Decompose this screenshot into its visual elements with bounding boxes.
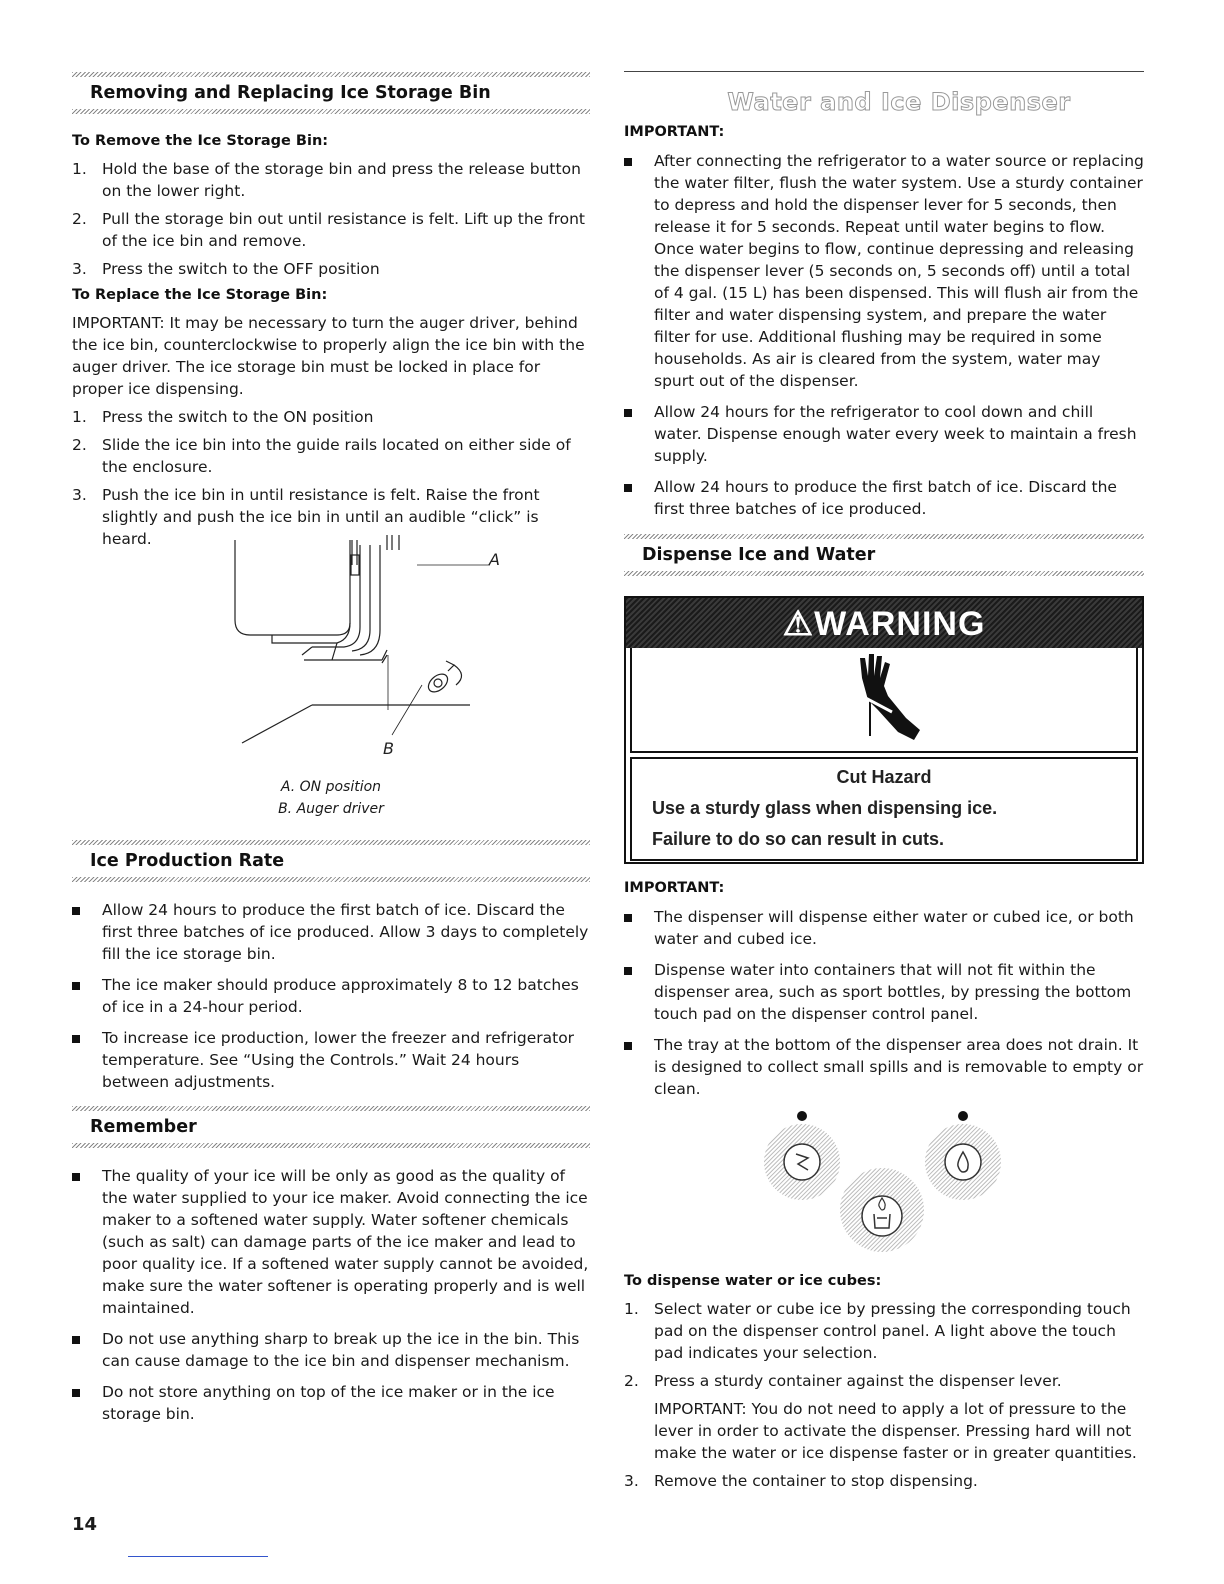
dispense-bullets <box>624 906 1144 1100</box>
dispense-heading: To dispense water or ice cubes: <box>624 1273 882 1289</box>
list-item: The tray at the bottom of the dispenser area does not drain. It is designed to collect small spills and is removable to empty or clean. <box>624 1034 1144 1100</box>
figure-caption <box>72 776 590 820</box>
divider <box>72 877 590 882</box>
warning-line-1: Use a sturdy glass when dispensing ice. <box>652 798 998 818</box>
section-ice-production <box>72 840 590 882</box>
list-item: After connecting the refrigerator to a water source or replacing the water filter, flush the water system. Use a sturdy container to depress and hold the dispenser lever for 5 seconds, then release it for 5 seconds. Repeat until water begins to flow. Once water begins to flow, continue depressing and releasing the dispenser lever (5 seconds on, 5 seconds off) until a total of 4 gal. (15 L) has been dispensed. This will flush air from the filter and water dispensing system, and prepare the water filter for use. Additional flushing may be required in some households. As air is cleared from the system, water may spurt out of the dispenser. <box>624 150 1144 392</box>
step-important-note: IMPORTANT: You do not need to apply a lot of pressure to the lever in order to activate the dispenser. Pressing hard will not make the water or ice dispense faster or in greater quantities. <box>654 1400 1137 1462</box>
list-item: Allow 24 hours to produce the first batch of ice. Discard the first three batches of ice produced. <box>624 476 1144 520</box>
section-title: Removing and Replacing Ice Storage Bin <box>90 83 491 103</box>
list-item: 3. Press the switch to the OFF position <box>72 260 380 278</box>
divider <box>72 1106 590 1111</box>
ice-bin-illustration <box>232 535 522 765</box>
dispenser-bullets <box>624 150 1144 520</box>
list-item: 2. Slide the ice bin into the guide rails located on either side of the enclosure. <box>72 436 571 476</box>
footer-line <box>128 1556 268 1557</box>
warning-box <box>624 596 1144 864</box>
list-item: Allow 24 hours to produce the first batch of ice. Discard the first three batches of ice produced. Allow 3 days to completely fill the ice storage bin. <box>72 899 590 965</box>
important-label-2: IMPORTANT: <box>624 880 725 896</box>
caption-b: B. Auger driver <box>278 801 384 817</box>
list-item: To increase ice production, lower the freezer and refrigerator temperature. See “Using the Controls.” Wait 24 hours between adjustments. <box>72 1027 590 1093</box>
list-item: 2. Press a sturdy container against the dispenser lever. IMPORTANT: You do not need to apply a lot of pressure to the lever in order to activate the dispenser. Pressing hard will not make the water or ice dispense faster or in greater quantities. <box>624 1370 1144 1464</box>
divider <box>624 571 1144 576</box>
top-rule <box>624 71 1144 72</box>
warning-icon-area <box>630 648 1138 753</box>
dispense-instructions <box>624 1270 1144 1492</box>
remember-bullets <box>72 1165 590 1425</box>
important-note: IMPORTANT: It may be necessary to turn the auger driver, behind the ice bin, counterclockwise to properly align the ice bin with the auger driver. The ice storage bin must be locked in place for proper ice dispensing. <box>72 314 585 398</box>
section-title: Ice Production Rate <box>90 851 285 871</box>
list-item: Allow 24 hours for the refrigerator to cool down and chill water. Dispense enough water every week to maintain a fresh supply. <box>624 401 1144 467</box>
remove-heading: To Remove the Ice Storage Bin: <box>72 133 329 149</box>
section-dispense <box>624 534 1144 576</box>
ice-bin-figure <box>232 535 522 765</box>
hand-cut-icon <box>832 648 932 748</box>
hazard-title: Cut Hazard <box>836 767 932 787</box>
list-item: 1. Select water or cube ice by pressing the corresponding touch pad on the dispenser control panel. A light above the touch pad indicates your selection. <box>624 1300 1131 1362</box>
list-item: Do not use anything sharp to break up the ice in the bin. This can cause damage to the ice bin and dispenser mechanism. <box>72 1328 590 1372</box>
list-item: The quality of your ice will be only as good as the quality of the water supplied to your ice maker. Avoid connecting the ice maker to a softened water supply. Water softener chemicals (such as salt) can damage parts of the ice maker and lead to poor quality ice. If a softened water supply cannot be avoided, make sure the water softener is operating properly and is well maintained. <box>72 1165 590 1319</box>
list-item: Dispense water into containers that will not fit within the dispenser area, such as sport bottles, by pressing the bottom touch pad on the dispenser control panel. <box>624 959 1144 1025</box>
list-item: Do not store anything on top of the ice maker or in the ice storage bin. <box>72 1381 590 1425</box>
page-number: 14 <box>72 1514 98 1535</box>
label-a: A <box>489 550 500 569</box>
section-removing-replacing <box>72 72 590 114</box>
remove-instructions <box>72 130 590 550</box>
dispense-steps <box>624 1298 1144 1492</box>
list-item: The dispenser will dispense either water or cubed ice, or both water and cubed ice. <box>624 906 1144 950</box>
list-item: 1. Hold the base of the storage bin and press the release button on the lower right. <box>72 160 581 200</box>
list-item: 1. Press the switch to the ON position <box>72 408 374 426</box>
indicator-light <box>958 1111 968 1121</box>
control-panel-figure <box>764 1106 1004 1256</box>
divider <box>72 840 590 845</box>
warning-text-area <box>630 757 1138 861</box>
divider <box>72 72 590 77</box>
list-item: The ice maker should produce approximately 8 to 12 batches of ice in a 24-hour period. <box>72 974 590 1018</box>
divider <box>72 1143 590 1148</box>
replace-heading: To Replace the Ice Storage Bin: <box>72 287 328 303</box>
section-title: Dispense Ice and Water <box>642 545 876 565</box>
main-title: Water and Ice Dispenser <box>727 88 1071 116</box>
divider <box>72 109 590 114</box>
important-label: IMPORTANT: <box>624 124 725 140</box>
divider <box>624 534 1144 539</box>
label-b: B <box>383 739 394 758</box>
section-title: Remember <box>90 1117 197 1137</box>
indicator-light <box>797 1111 807 1121</box>
section-remember <box>72 1106 590 1148</box>
remove-steps <box>72 158 590 280</box>
warning-line-2: Failure to do so can result in cuts. <box>652 829 945 849</box>
warning-heading: ⚠WARNING <box>626 598 1142 648</box>
ice-production-bullets <box>72 899 590 1093</box>
list-item: 3. Push the ice bin in until resistance is felt. Raise the front slightly and push the ice bin in until an audible “click” is heard. <box>72 486 540 548</box>
list-item: 3. Remove the container to stop dispensing. <box>624 1472 978 1490</box>
list-item: 2. Pull the storage bin out until resistance is felt. Lift up the front of the ice bin and remove. <box>72 210 585 250</box>
control-panel-illustration <box>764 1106 1004 1256</box>
replace-steps <box>72 406 590 550</box>
caption-a: A. ON position <box>280 779 382 795</box>
